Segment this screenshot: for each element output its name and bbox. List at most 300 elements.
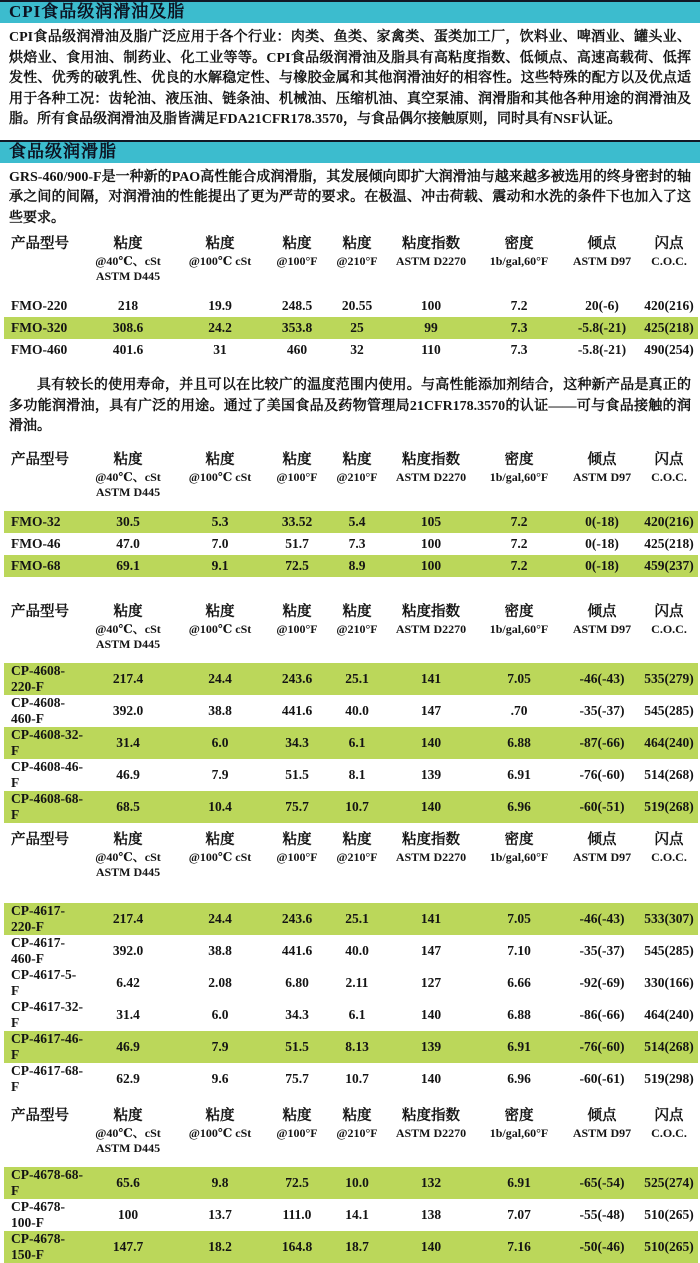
column-header	[172, 603, 268, 663]
value-cell: 147	[420, 702, 442, 718]
value-cell: 7.2	[510, 535, 528, 551]
mid-paragraph: 具有较长的使用寿命，并且可以在比较广的温度范围内使用。与高性能添加剂结合，这种新产品是真正的多功能润滑油，具有广泛的用途。通过了美国食品及药物管理局21CFR178.3570的认证——可与食品接触的润滑油。	[9, 378, 691, 434]
column-header	[388, 451, 474, 511]
value-cell: 139	[420, 1038, 442, 1054]
value-cell: 7.16	[507, 1238, 531, 1254]
product-model-cell: CP-4617-68-F	[11, 1062, 83, 1094]
intro-paragraph: CPI食品级润滑油及脂广泛应用于各个行业：肉类、鱼类、家禽类、蛋类加工厂，饮料业、啤酒业、罐头业、烘焙业、食用油、制药业、化工业等等。CPI食品级润滑油及脂具有高粘度指数、低倾点、高速高载荷、低挥发性、优秀的破乳性、优良的水解稳定性、与橡胶金属和其他润滑油好的相容性。这些特殊的配方以及优点适用于各种工况：齿轮油、液压油、链条油、机械油、压缩机油、真空泵浦、润滑脂和其他各种用途的润滑油及脂。所有食品级润滑油及脂皆满足FDA21CFR178.3570，与食品偶尔接触原则，同时具有NSF认证。	[9, 30, 691, 127]
table-row	[4, 511, 698, 533]
value-cell: 34.3	[285, 734, 309, 750]
column-header-label: 粘度	[113, 451, 143, 468]
column-header-label: 密度	[504, 831, 534, 848]
column-header-subtext: @100°F	[276, 621, 318, 636]
value-cell: 75.7	[285, 798, 309, 814]
column-header	[640, 831, 698, 903]
value-cell: 7.3	[348, 535, 366, 551]
column-header-subtext: ASTM D97	[572, 254, 632, 268]
column-header	[84, 235, 172, 295]
column-header	[640, 235, 698, 295]
table-row	[4, 999, 698, 1031]
table-row	[4, 903, 698, 935]
value-cell: -46(-43)	[579, 910, 625, 926]
value-cell: 5.4	[348, 513, 366, 529]
column-header	[4, 831, 84, 903]
column-header	[388, 1107, 474, 1167]
value-cell: 18.2	[208, 1238, 232, 1254]
value-cell: 8.1	[348, 766, 366, 782]
value-cell: 40.0	[345, 702, 369, 718]
value-cell: 0(-18)	[585, 535, 619, 551]
value-cell: 545(285)	[644, 942, 694, 958]
product-model-cell: CP-4678-68-F	[11, 1166, 83, 1198]
column-header-label: 倾点	[587, 831, 617, 848]
column-header-subtext: C.O.C.	[651, 849, 687, 864]
table-header-row	[4, 603, 698, 663]
value-cell: -65(-54)	[579, 1174, 625, 1190]
column-header	[474, 451, 564, 511]
column-header-label: 密度	[504, 451, 534, 468]
column-header-label: 粘度指数	[402, 451, 460, 468]
value-cell: -92(-69)	[579, 974, 625, 990]
column-header-label: 产品型号	[11, 831, 69, 848]
value-cell: 8.13	[345, 1038, 369, 1054]
value-cell: 6.91	[507, 766, 531, 782]
value-cell: 353.8	[281, 320, 313, 335]
column-header-label: 粘度	[342, 603, 372, 620]
column-header-subtext: ASTM D2270	[395, 621, 467, 636]
column-header-subtext: 1b/gal,60°F	[489, 621, 549, 636]
value-cell: 105	[420, 513, 442, 529]
column-header-label: 粘度	[342, 1107, 372, 1124]
product-model-cell: CP-4608-46-F	[11, 758, 83, 790]
value-cell: 7.2	[510, 298, 528, 313]
column-header-subtext: C.O.C.	[651, 254, 687, 268]
value-cell: 31	[213, 342, 227, 357]
column-header-subtext: @100°F	[276, 469, 318, 484]
table-row	[4, 1063, 698, 1095]
section-header-cpi-food-grade	[0, 0, 700, 23]
column-header-label: 粘度	[113, 603, 143, 620]
column-header	[326, 235, 388, 295]
product-model-cell: FMO-220	[11, 298, 68, 313]
value-cell: 243.6	[281, 670, 313, 686]
value-cell: 24.4	[208, 670, 232, 686]
value-cell: 10.4	[208, 798, 232, 814]
column-header-label: 粘度	[282, 236, 312, 252]
value-cell: 535(279)	[644, 670, 694, 686]
product-model-cell: CP-4678-100-F	[11, 1198, 65, 1230]
column-header-subtext: ASTM D2270	[395, 1125, 467, 1140]
column-header-label: 倾点	[587, 451, 617, 468]
value-cell: 30.5	[116, 513, 140, 529]
value-cell: 308.6	[112, 320, 144, 335]
value-cell: -60(-51)	[579, 798, 625, 814]
value-cell: 51.5	[285, 1038, 309, 1054]
column-header	[268, 603, 326, 663]
value-cell: 441.6	[281, 702, 313, 718]
value-cell: 6.96	[507, 798, 531, 814]
column-header-label: 产品型号	[11, 451, 69, 468]
value-cell: 46.9	[116, 1038, 140, 1054]
value-cell: 72.5	[285, 557, 309, 573]
value-cell: 0(-18)	[585, 513, 619, 529]
column-header-label: 产品型号	[11, 236, 69, 252]
column-header-label: 粘度	[205, 603, 235, 620]
column-header-label: 闪点	[654, 451, 684, 468]
value-cell: 2.08	[208, 974, 232, 990]
value-cell: 533(307)	[644, 910, 694, 926]
column-header-subtext: 1b/gal,60°F	[489, 849, 549, 864]
column-header	[640, 603, 698, 663]
column-header	[268, 235, 326, 295]
product-model-cell: CP-4617-460-F	[11, 934, 65, 966]
spec-table-fmo-light	[4, 451, 698, 577]
value-cell: 47.0	[116, 535, 140, 551]
column-header-subtext: @40℃、cSt	[95, 469, 161, 484]
column-header-label: 产品型号	[11, 603, 69, 620]
column-header-subtext: ASTM D2270	[395, 254, 467, 268]
value-cell: 392.0	[112, 702, 144, 718]
column-header	[326, 831, 388, 903]
value-cell: 140	[420, 1070, 442, 1086]
value-cell: 100	[420, 535, 442, 551]
table-row	[4, 555, 698, 577]
value-cell: 7.05	[507, 670, 531, 686]
product-model-cell: CP-4678-150-F	[11, 1230, 65, 1262]
column-header-subtext: @210°F	[336, 254, 378, 268]
column-header-subtext: ASTM D2270	[395, 849, 467, 864]
value-cell: 99	[424, 320, 438, 335]
value-cell: 464(240)	[644, 734, 694, 750]
table-header-row	[4, 451, 698, 511]
column-header-subtext: @210°F	[336, 621, 378, 636]
value-cell: 525(274)	[644, 1174, 694, 1190]
column-header-label: 倾点	[587, 236, 617, 252]
column-header-label: 倾点	[587, 1107, 617, 1124]
value-cell: 6.91	[507, 1038, 531, 1054]
column-header-label: 产品型号	[11, 1107, 69, 1124]
value-cell: 401.6	[112, 342, 144, 357]
product-model-cell: FMO-32	[11, 513, 61, 529]
table-header-row	[4, 1107, 698, 1167]
table-row	[4, 295, 698, 317]
value-cell: 25	[350, 320, 364, 335]
product-model-cell: CP-4617-220-F	[11, 902, 65, 934]
column-header	[388, 603, 474, 663]
column-header-subtext: ASTM D445	[95, 269, 161, 283]
column-header	[474, 235, 564, 295]
column-header-label: 密度	[504, 236, 534, 252]
product-model-cell: FMO-46	[11, 535, 61, 551]
value-cell: 510(265)	[644, 1206, 694, 1222]
value-cell: 138	[420, 1206, 442, 1222]
column-header-subtext: @100℃ cSt	[188, 849, 252, 864]
value-cell: 68.5	[116, 798, 140, 814]
value-cell: 100	[117, 1206, 139, 1222]
column-header-label: 粘度	[342, 831, 372, 848]
value-cell: 13.7	[208, 1206, 232, 1222]
value-cell: 33.52	[281, 513, 313, 529]
column-header	[564, 831, 640, 903]
value-cell: 6.0	[211, 734, 229, 750]
value-cell: 6.66	[507, 974, 531, 990]
column-header	[84, 1107, 172, 1167]
table-row	[4, 935, 698, 967]
value-cell: 51.5	[285, 766, 309, 782]
column-header-subtext: ASTM D445	[95, 636, 161, 651]
column-header-label: 粘度	[282, 451, 312, 468]
spec-table-fmo-heavy	[4, 235, 698, 361]
value-cell: 6.96	[507, 1070, 531, 1086]
value-cell: -76(-60)	[579, 766, 625, 782]
value-cell: 6.1	[348, 1006, 366, 1022]
value-cell: 51.7	[285, 535, 309, 551]
value-cell: 514(268)	[644, 766, 694, 782]
column-header	[172, 451, 268, 511]
column-header	[640, 1107, 698, 1167]
column-header	[172, 235, 268, 295]
value-cell: 7.05	[507, 910, 531, 926]
value-cell: 10.7	[345, 798, 369, 814]
column-header	[268, 451, 326, 511]
value-cell: 9.8	[211, 1174, 229, 1190]
value-cell: -35(-37)	[579, 942, 625, 958]
value-cell: 40.0	[345, 942, 369, 958]
table-row	[4, 727, 698, 759]
column-header	[474, 831, 564, 903]
value-cell: 46.9	[116, 766, 140, 782]
value-cell: 140	[420, 798, 442, 814]
table-row	[4, 663, 698, 695]
value-cell: -5.8(-21)	[577, 342, 627, 357]
value-cell: 330(166)	[644, 974, 694, 990]
value-cell: 392.0	[112, 942, 144, 958]
column-header	[4, 235, 84, 295]
value-cell: 7.3	[510, 320, 528, 335]
product-model-cell: CP-4608-32-F	[11, 726, 83, 758]
column-header-subtext: ASTM D445	[95, 484, 161, 499]
value-cell: 111.0	[282, 1206, 312, 1222]
value-cell: 132	[420, 1174, 442, 1190]
value-cell: 217.4	[112, 670, 144, 686]
column-header	[388, 831, 474, 903]
table-header-row	[4, 235, 698, 295]
column-header-label: 粘度	[113, 1107, 143, 1124]
table-row	[4, 759, 698, 791]
table-row	[4, 791, 698, 823]
value-cell: 10.0	[345, 1174, 369, 1190]
table-row	[4, 1167, 698, 1199]
column-header-subtext: @40℃、cSt	[95, 849, 161, 864]
table-row	[4, 695, 698, 727]
value-cell: 127	[420, 974, 442, 990]
value-cell: .70	[510, 702, 528, 718]
product-model-cell: CP-4608-220-F	[11, 662, 65, 694]
table-row	[4, 967, 698, 999]
value-cell: 7.2	[510, 513, 528, 529]
product-model-cell: FMO-320	[11, 320, 68, 335]
column-header-label: 密度	[504, 1107, 534, 1124]
value-cell: -50(-46)	[579, 1238, 625, 1254]
value-cell: -87(-66)	[579, 734, 625, 750]
value-cell: 510(265)	[644, 1238, 694, 1254]
column-header-label: 闪点	[654, 831, 684, 848]
column-header	[84, 831, 172, 903]
column-header-label: 粘度	[342, 451, 372, 468]
column-header	[564, 451, 640, 511]
value-cell: 6.91	[507, 1174, 531, 1190]
value-cell: 243.6	[281, 910, 313, 926]
column-header	[474, 603, 564, 663]
spec-table-cp4617	[4, 831, 698, 1095]
column-header-label: 密度	[504, 603, 534, 620]
value-cell: 8.9	[348, 557, 366, 573]
table-header-row	[4, 831, 698, 903]
column-header	[474, 1107, 564, 1167]
column-header-subtext: @40℃、cSt	[95, 1125, 161, 1140]
value-cell: 20(-6)	[585, 298, 619, 313]
column-header-subtext: ASTM D97	[572, 469, 632, 484]
value-cell: 25.1	[345, 670, 369, 686]
column-header	[564, 235, 640, 295]
column-header	[4, 1107, 84, 1167]
value-cell: 9.1	[211, 557, 229, 573]
column-header-label: 粘度指数	[402, 603, 460, 620]
value-cell: 31.4	[116, 1006, 140, 1022]
column-header-label: 闪点	[654, 1107, 684, 1124]
column-header-subtext: ASTM D97	[572, 1125, 632, 1140]
product-model-cell: CP-4608-68-F	[11, 790, 83, 822]
value-cell: 6.80	[285, 974, 309, 990]
column-header	[268, 831, 326, 903]
column-header-label: 粘度	[282, 603, 312, 620]
column-header	[564, 1107, 640, 1167]
column-header-subtext: @100°F	[276, 254, 318, 268]
column-header-subtext: ASTM D97	[572, 621, 632, 636]
value-cell: 18.7	[345, 1238, 369, 1254]
grease-paragraph: GRS-460/900-F是一种新的PAO高性能合成润滑脂，其发展倾向即扩大润滑油与越来越多被选用的终身密封的轴承之间的间隔，对润滑油的性能提出了更为严苛的要求。在极温、冲击荷载、震动和水洗的条件下也加入了这些要求。	[9, 169, 691, 226]
product-model-cell: CP-4617-46-F	[11, 1030, 83, 1062]
column-header	[564, 603, 640, 663]
value-cell: 10.7	[345, 1070, 369, 1086]
column-header-label: 粘度	[205, 831, 235, 848]
value-cell: 69.1	[116, 557, 140, 573]
value-cell: 420(216)	[644, 513, 694, 529]
value-cell: 20.55	[341, 298, 373, 313]
column-header-subtext: C.O.C.	[651, 469, 687, 484]
column-header-label: 粘度指数	[402, 831, 460, 848]
value-cell: 425(218)	[644, 535, 694, 551]
value-cell: 7.9	[211, 766, 229, 782]
column-header-subtext: @40℃、cSt	[95, 254, 161, 268]
column-header-subtext: C.O.C.	[651, 1125, 687, 1140]
product-model-cell: CP-4617-32-F	[11, 998, 83, 1030]
value-cell: -55(-48)	[579, 1206, 625, 1222]
column-header	[326, 1107, 388, 1167]
value-cell: 420(216)	[644, 298, 694, 313]
column-header-subtext: C.O.C.	[651, 621, 687, 636]
column-header	[4, 451, 84, 511]
value-cell: 248.5	[281, 298, 313, 313]
column-header-subtext: 1b/gal,60°F	[489, 1125, 549, 1140]
value-cell: 2.11	[345, 974, 369, 990]
value-cell: 147	[420, 942, 442, 958]
value-cell: -35(-37)	[579, 702, 625, 718]
value-cell: 425(218)	[644, 320, 694, 335]
value-cell: 217.4	[112, 910, 144, 926]
value-cell: 490(254)	[644, 342, 694, 357]
value-cell: 100	[420, 557, 442, 573]
value-cell: 31.4	[116, 734, 140, 750]
column-header-label: 粘度指数	[402, 236, 460, 252]
value-cell: 140	[420, 734, 442, 750]
value-cell: 6.88	[507, 1006, 531, 1022]
column-header-subtext: @100℃ cSt	[188, 1125, 252, 1140]
column-header-subtext: @100°F	[276, 1125, 318, 1140]
value-cell: 514(268)	[644, 1038, 694, 1054]
value-cell: 6.0	[211, 1006, 229, 1022]
column-header-label: 闪点	[654, 236, 684, 252]
value-cell: 519(298)	[644, 1070, 694, 1086]
column-header-subtext: ASTM D445	[95, 1140, 161, 1155]
value-cell: -60(-61)	[579, 1070, 625, 1086]
value-cell: 441.6	[281, 942, 313, 958]
value-cell: 34.3	[285, 1006, 309, 1022]
value-cell: -76(-60)	[579, 1038, 625, 1054]
value-cell: 38.8	[208, 702, 232, 718]
column-header-subtext: @210°F	[336, 469, 378, 484]
value-cell: 6.42	[116, 974, 140, 990]
value-cell: 19.9	[208, 298, 232, 313]
value-cell: 140	[420, 1238, 442, 1254]
column-header	[84, 603, 172, 663]
column-header-label: 粘度	[205, 451, 235, 468]
column-header-subtext: @100℃ cSt	[188, 621, 252, 636]
value-cell: 464(240)	[644, 1006, 694, 1022]
spec-table-cp4678	[4, 1107, 698, 1263]
column-header-label: 粘度	[113, 236, 143, 252]
table-row	[4, 317, 698, 339]
table-row	[4, 533, 698, 555]
value-cell: 5.3	[211, 513, 229, 529]
value-cell: -86(-66)	[579, 1006, 625, 1022]
value-cell: 0(-18)	[585, 557, 619, 573]
value-cell: 25.1	[345, 910, 369, 926]
table-row	[4, 339, 698, 361]
value-cell: 110	[421, 342, 441, 357]
product-model-cell: CP-4617-5-F	[11, 966, 77, 998]
column-header-subtext: ASTM D445	[95, 864, 161, 879]
product-model-cell: FMO-460	[11, 342, 68, 357]
table-row	[4, 1199, 698, 1231]
section-title: CPI食品级润滑油及脂	[9, 2, 186, 21]
value-cell: 24.4	[208, 910, 232, 926]
value-cell: 139	[420, 766, 442, 782]
column-header-label: 粘度指数	[402, 1107, 460, 1124]
value-cell: 141	[420, 670, 442, 686]
table-row	[4, 1231, 698, 1263]
value-cell: 6.1	[348, 734, 366, 750]
value-cell: 147.7	[112, 1238, 144, 1254]
column-header	[172, 1107, 268, 1167]
value-cell: 75.7	[285, 1070, 309, 1086]
column-header-subtext: ASTM D2270	[395, 469, 467, 484]
column-header-label: 闪点	[654, 603, 684, 620]
column-header-label: 倾点	[587, 603, 617, 620]
column-header	[4, 603, 84, 663]
value-cell: 100	[420, 298, 442, 313]
column-header	[640, 451, 698, 511]
